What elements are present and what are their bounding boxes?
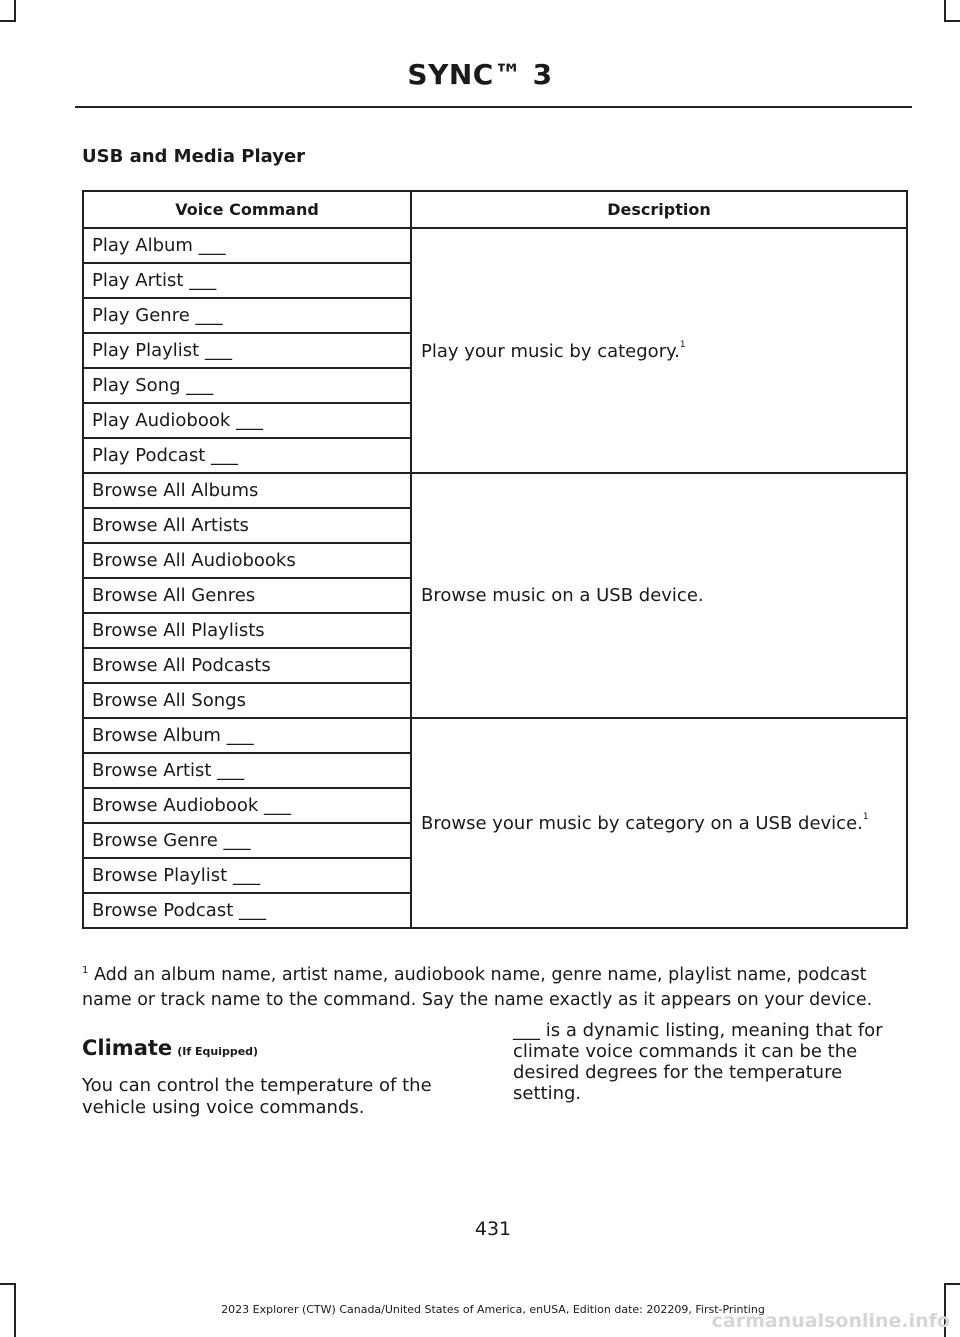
voice-command-cell: Play Genre ___ <box>83 298 411 333</box>
description-text: Browse music on a USB device. <box>421 585 704 606</box>
page-header-title: SYNC™ 3 <box>407 58 553 91</box>
table-row <box>83 228 907 263</box>
voice-command-cell: Browse All Artists <box>83 508 411 543</box>
table-footnote <box>82 958 910 1013</box>
voice-command-cell: Browse Playlist ___ <box>83 858 411 893</box>
voice-command-cell: Browse Artist ___ <box>83 753 411 788</box>
crop-mark <box>0 1283 16 1285</box>
voice-command-cell: Browse All Podcasts <box>83 648 411 683</box>
voice-command-cell: Browse Album ___ <box>83 718 411 753</box>
footnote-reference: 1 <box>679 339 686 350</box>
voice-command-table <box>82 190 908 929</box>
page-number: 431 <box>474 1218 512 1240</box>
crop-mark <box>944 1283 960 1285</box>
voice-command-cell: Browse All Songs <box>83 683 411 718</box>
voice-command-cell: Browse Audiobook ___ <box>83 788 411 823</box>
footnote-text: Add an album name, artist name, audiobook name, genre name, playlist name, podcast name or track name to the command. Say the name exactly as it appears on your device. <box>82 965 873 1010</box>
voice-command-cell: Play Album ___ <box>83 228 411 263</box>
climate-title: Climate <box>82 1036 173 1060</box>
voice-command-cell: Browse All Playlists <box>83 613 411 648</box>
voice-command-cell: Play Podcast ___ <box>83 438 411 473</box>
crop-mark <box>944 20 960 22</box>
climate-note-text: ___ is a dynamic listing, meaning that for climate voice commands it can be the desired degrees for the temperature setting. <box>513 1020 883 1104</box>
footnote-reference: 1 <box>862 812 869 822</box>
header-divider <box>75 106 912 108</box>
climate-qualifier: (If Equipped) <box>177 1045 259 1058</box>
section-heading: USB and Media Player <box>82 146 306 167</box>
footnote-marker: 1 <box>82 965 89 976</box>
crop-mark <box>14 0 16 22</box>
voice-command-cell: Browse Genre ___ <box>83 823 411 858</box>
column-header-description: Description <box>411 191 907 228</box>
table-row <box>83 473 907 508</box>
description-cell <box>411 718 907 928</box>
column-header-voice-command: Voice Command <box>83 191 411 228</box>
table-row <box>83 718 907 753</box>
description-text: Browse your music by category on a USB device. <box>421 813 863 834</box>
climate-heading <box>82 1036 258 1060</box>
description-cell <box>411 228 907 473</box>
crop-mark <box>0 20 16 22</box>
climate-body-text: You can control the temperature of the vehicle using voice commands. <box>82 1075 432 1118</box>
voice-command-cell: Play Song ___ <box>83 368 411 403</box>
edition-line: 2023 Explorer (CTW) Canada/United States of America, enUSA, Edition date: 202209, First-Printing <box>221 1303 765 1316</box>
watermark-logo: carmanualsonline.info <box>711 1310 950 1332</box>
description-text: Play your music by category. <box>421 340 680 362</box>
voice-command-cell: Browse All Genres <box>83 578 411 613</box>
voice-command-cell: Play Audiobook ___ <box>83 403 411 438</box>
crop-mark <box>944 0 946 22</box>
description-cell <box>411 473 907 718</box>
voice-command-cell: Browse Podcast ___ <box>83 893 411 928</box>
voice-command-cell: Play Artist ___ <box>83 263 411 298</box>
voice-command-cell: Browse All Albums <box>83 473 411 508</box>
voice-command-cell: Browse All Audiobooks <box>83 543 411 578</box>
voice-command-cell: Play Playlist ___ <box>83 333 411 368</box>
table-header-row <box>83 191 907 228</box>
